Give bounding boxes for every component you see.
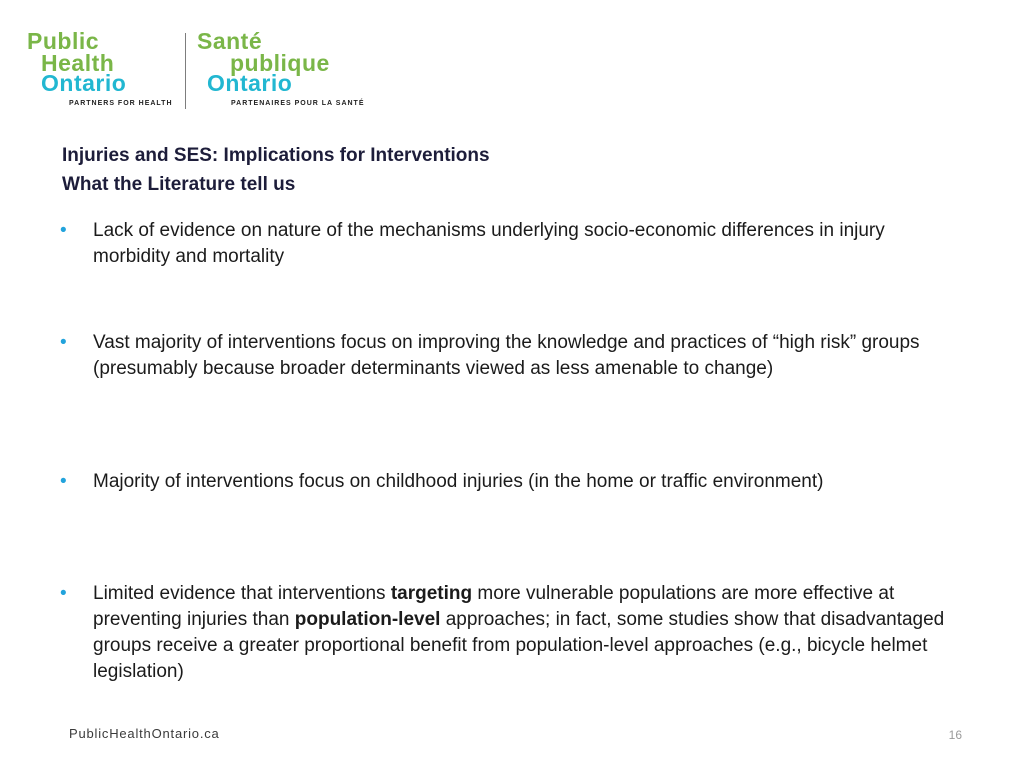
bullet-item xyxy=(60,218,965,270)
bullet-dot-icon: • xyxy=(60,220,67,241)
logo-en-line2: Health xyxy=(41,50,115,76)
slide-title-line1: Injuries and SES: Implications for Interventions xyxy=(62,145,490,166)
slide-title-line2: What the Literature tell us xyxy=(62,174,296,195)
bullet-dot-icon: • xyxy=(60,471,67,492)
bullet-text: Majority of interventions focus on childhood injuries (in the home or traffic environment) xyxy=(93,471,824,492)
bullet-text-part3: approaches; in fact, some studies show that disadvantaged groups receive a greater proportional benefit from population-level approaches (e.g., bicycle helmet legislation) xyxy=(93,609,945,682)
bullet-item xyxy=(60,330,965,382)
bullet-item xyxy=(60,469,823,495)
bullet-dot-icon: • xyxy=(60,583,67,604)
bullet-text: Vast majority of interventions focus on improving the knowledge and practices of “high risk” groups (presumably because broader determinants viewed as less amenable to change) xyxy=(93,332,920,379)
organization-logo xyxy=(27,30,367,112)
bullet-text-part2: more vulnerable populations are more effective at preventing injuries than xyxy=(93,583,895,630)
page-number: 16 xyxy=(948,728,962,742)
bullet-text: Lack of evidence on nature of the mechanisms underlying socio-economic differences in injury morbidity and mortality xyxy=(93,220,885,267)
logo-fr-tagline: PARTENAIRES POUR LA SANTÉ xyxy=(231,100,365,107)
slide-title xyxy=(62,141,490,199)
logo-fr-line1: Santé xyxy=(197,28,263,54)
logo-divider xyxy=(185,33,186,109)
bullet-text-part1: Limited evidence that interventions xyxy=(93,583,391,604)
bullet-emphasis-population-level: population-level xyxy=(294,609,441,630)
logo-en-line1: Public xyxy=(27,28,100,54)
logo-fr-line3: Ontario xyxy=(207,70,293,96)
footer-url: PublicHealthOntario.ca xyxy=(69,726,220,741)
logo-fr-line2: publique xyxy=(230,50,330,76)
bullet-emphasis-targeting: targeting xyxy=(390,583,473,604)
bullet-dot-icon: • xyxy=(60,332,67,353)
logo-en-line3: Ontario xyxy=(41,70,127,96)
logo-en-tagline: PARTNERS FOR HEALTH xyxy=(69,100,173,107)
bullet-item xyxy=(60,581,965,685)
